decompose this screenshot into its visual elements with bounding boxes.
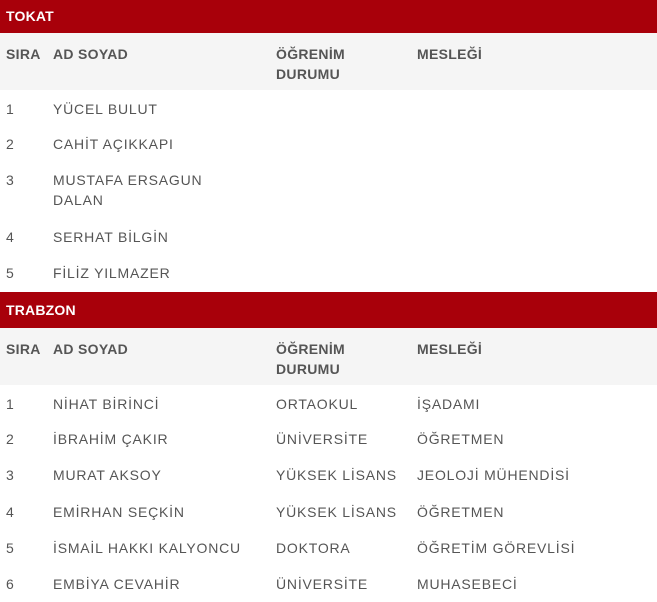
tokat-header: TOKAT [0,0,657,33]
row-no: 4 [6,229,14,245]
table-row [0,385,657,421]
table-row [0,219,657,255]
col-sira-header: SIRA [6,341,41,357]
row-name: MURAT AKSOY [53,467,162,483]
row-name-line2: DALAN [53,192,104,208]
table-row [0,255,657,292]
table-row [0,163,657,219]
row-job: ÖĞRETMEN [417,504,505,520]
row-job: JEOLOJİ MÜHENDİSİ [417,467,570,483]
col-ad-soyad-header: AD SOYAD [53,46,129,62]
row-edu [276,263,417,292]
tokat-column-headers [0,33,657,90]
table-row [0,126,657,163]
table-row [0,457,657,494]
row-no: 3 [6,172,14,188]
row-name: SERHAT BİLGİN [53,229,169,245]
row-job [417,134,657,163]
tokat-section [0,0,657,292]
row-job [417,170,657,219]
col-ogrenim-line2: DURUMU [276,361,341,377]
row-no: 5 [6,540,14,556]
row-edu: ÜNİVERSİTE [276,576,369,592]
row-edu [276,134,417,163]
col-ogrenim-line1: ÖĞRENİM [276,341,345,357]
row-name [53,170,276,219]
table-row [0,421,657,457]
row-no: 1 [6,396,14,412]
row-job: ÖĞRETMEN [417,431,505,447]
row-no: 3 [6,467,14,483]
row-job: MUHASEBECİ [417,576,518,592]
row-name: NİHAT BİRİNCİ [53,396,160,412]
col-ad-soyad-header: AD SOYAD [53,341,129,357]
row-job [417,263,657,292]
row-edu: ÜNİVERSİTE [276,431,369,447]
row-name: CAHİT AÇIKKAPI [53,136,174,152]
table-row [0,494,657,530]
row-job [417,227,657,255]
row-name: EMBİYA CEVAHİR [53,576,181,592]
col-ogrenim-header [276,44,417,90]
row-edu: DOKTORA [276,540,351,556]
row-no: 6 [6,576,14,592]
row-name: İSMAİL HAKKI KALYONCU [53,540,241,556]
row-job: İŞADAMI [417,396,481,412]
col-meslegi-header: MESLEĞİ [417,46,483,62]
row-name: EMİRHAN SEÇKİN [53,504,185,520]
row-job [417,99,657,126]
row-no: 2 [6,136,14,152]
col-ogrenim-line2: DURUMU [276,66,341,82]
row-edu: YÜKSEK LİSANS [276,504,397,520]
trabzon-section [0,292,657,602]
col-sira-header: SIRA [6,46,41,62]
row-no: 1 [6,101,14,117]
row-edu [276,227,417,255]
row-name: FİLİZ YILMAZER [53,265,171,281]
row-edu [276,170,417,219]
row-no: 2 [6,431,14,447]
col-meslegi-header: MESLEĞİ [417,341,483,357]
row-job: ÖĞRETİM GÖREVLİSİ [417,540,576,556]
row-no: 4 [6,504,14,520]
row-edu: ORTAOKUL [276,396,359,412]
table-row [0,566,657,602]
trabzon-column-headers [0,328,657,385]
row-name: YÜCEL BULUT [53,101,158,117]
row-name-line1: MUSTAFA ERSAGUN [53,172,203,188]
row-edu: YÜKSEK LİSANS [276,467,397,483]
row-edu [276,99,417,126]
table-row [0,90,657,126]
col-ogrenim-line1: ÖĞRENİM [276,46,345,62]
table-row [0,530,657,566]
col-ogrenim-header [276,339,417,385]
row-name: İBRAHİM ÇAKIR [53,431,169,447]
row-no: 5 [6,265,14,281]
trabzon-header: TRABZON [0,292,657,328]
